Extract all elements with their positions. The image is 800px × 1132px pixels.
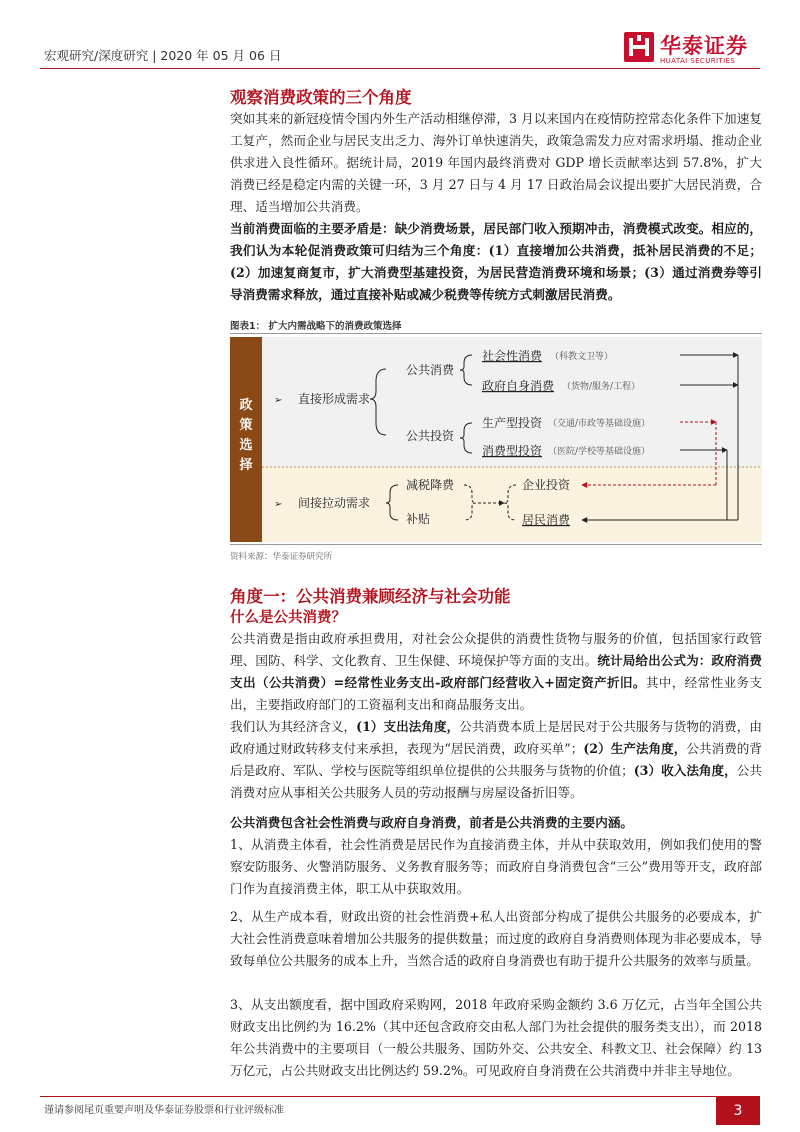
figure-label: 图表1：: [230, 321, 266, 332]
figure-top-rule: [230, 333, 762, 334]
definition-paragraph: [230, 628, 762, 716]
econ-expenditure: (1）支出法角度，: [356, 719, 460, 734]
definition-formula: 统计局给出公式为：政府消费支出（公共消费）=经常性业务支出-政府部门经营收入+固定资产折旧。: [230, 653, 763, 690]
tax-cut-label: 减税降费: [406, 478, 455, 492]
intro-paragraph: 突如其来的新冠疫情令国内外生产活动相继停滞，3 月以来国内在疫情防控常态化条件下加速复工复产，然而企业与居民支出乏力、海外订单快速消失，政策急需发力应对需求坍塌、推动企业供求进入良性循环。据统计局，2019 年国内最终消费对 GDP 增长贡献率达到 57.8%，扩大消费已经是稳定内需的关键一环，3 月 27 日与 4 月 17 日政治局会议提出要扩大居民消费，合理、适当增加公共消费。: [230, 111, 762, 214]
report-date: 2020 年 05 月 06 日: [160, 48, 282, 63]
footer-rule: [40, 1096, 760, 1097]
footer-disclaimer: 谨请参阅尾页重要声明及华泰证券股票和行业评级标准: [44, 1105, 284, 1116]
point-2-paragraph: 2、从生产成本看，财政出资的社会性消费+私人出资部分构成了提供公共服务的必要成本，扩大社会性消费意味着增加公共服务的提供数量；而过度的政府自身消费则体现为非必要成本，导致每单位公共服务的成本上升，当然合适的政府自身消费也有助于提升公共服务的效率与质量。: [230, 909, 762, 968]
econ-text-3: 公共消费的背后是政府、军队、学校与医院等组织单位提供的公共服务与货物的价值；: [230, 741, 762, 778]
side-label-4: 择: [239, 458, 253, 473]
page-number: 3: [716, 1097, 760, 1125]
gov-consumption-note: （货物/服务/工程）: [562, 382, 641, 392]
subsidy-label: 补贴: [406, 512, 431, 526]
brand-logo: [624, 30, 764, 72]
section-title: 观察消费政策的三个角度: [230, 88, 412, 107]
econ-text-4: 公共消费对应从事相关公共服务人员的劳动报酬与房屋设备折旧等。: [230, 763, 762, 800]
policy-diagram: [230, 337, 762, 542]
figure-bottom-rule: [230, 544, 762, 545]
bullet-icon: ➢: [274, 395, 283, 406]
inclusion-point-1: 1、从消费主体看，社会性消费是居民作为直接消费主体，并从中获取效用，例如我们使用的警察安防服务、火警消防服务、义务教育服务等；而政府自身消费包含“三公”费用等开支，政府部门作为直接消费主体，职工从中获取效用。: [230, 837, 762, 896]
figure-source: 资料来源：华泰证券研究所: [230, 552, 333, 562]
econ-production: (2）生产法角度，: [583, 741, 687, 756]
public-investment-label: 公共投资: [406, 429, 455, 443]
side-label-2: 策: [239, 418, 253, 433]
economic-meaning-paragraph: [230, 716, 762, 804]
gov-consumption-label: 政府自身消费: [482, 379, 555, 393]
angle-one-subtitle: 什么是公共消费？: [230, 609, 346, 626]
header-rule: [40, 68, 760, 69]
lower-main-label: 间接拉动需求: [298, 496, 371, 510]
enterprise-invest-label: 企业投资: [522, 478, 571, 492]
report-category: 宏观研究/深度研究: [44, 48, 149, 63]
consumption-invest-label: 消费型投资: [482, 444, 543, 458]
side-label-1: 政: [239, 398, 253, 413]
upper-main-label: 直接形成需求: [298, 392, 371, 406]
social-consumption-label: 社会性消费: [482, 349, 543, 363]
public-consumption-label: 公共消费: [406, 363, 455, 377]
econ-income: (3）收入法角度，: [633, 763, 737, 778]
resident-consumption-label: 居民消费: [522, 513, 571, 527]
angle-one-title: 角度一：公共消费兼顾经济与社会功能: [230, 587, 511, 606]
production-invest-note: （交通/市政等基础设施）: [548, 419, 651, 429]
consumption-invest-note: （医院/学校等基础设施）: [548, 447, 651, 457]
point-3-paragraph: 3、从支出额度看，据中国政府采购网，2018 年政府采购金额约 3.6 万亿元，占当年全国公共财政支出比例约为 16.2%（其中还包含政府交由私人部门为社会提供的服务类支出），而 2018 年公共消费中的主要项目（一般公共服务、国防外交、公共安全、科教文卫、社会保障）约 13 万亿元，占公共财政支出比例达约 59.2%。可见政府自身消费在公共消费中并非主导地位。: [230, 997, 762, 1078]
social-consumption-note: （科教文卫等）: [550, 352, 614, 362]
contradiction-paragraph: 当前消费面临的主要矛盾是：缺少消费场景，居民部门收入预期冲击，消费模式改变。相应的，我们认为本轮促消费政策可归结为三个角度：(1）直接增加公共消费，抵补居民消费的不足；(2）加速复商复市，扩大消费型基建投资，为居民营造消费环境和场景；(3）通过消费券等引导消费需求释放，通过直接补贴或减少税费等传统方式刺激居民消费。: [230, 221, 762, 302]
report-header: [44, 46, 281, 64]
econ-text-2: 公共消费本质上是居民对于公共服务与货物的消费，由政府通过财政转移支付来承担，表现为“居民消费，政府买单”；: [230, 719, 763, 756]
figure-caption: [230, 318, 401, 332]
logo-text-en: HUATAI SECURITIES: [660, 57, 736, 65]
econ-text-1: 我们认为其经济含义，: [230, 719, 357, 734]
bullet-icon-lower: ➢: [274, 499, 283, 510]
inclusion-bold: 公共消费包含社会性消费与政府自身消费，前者是公共消费的主要内涵。: [230, 815, 633, 830]
inclusion-paragraph: [230, 812, 762, 900]
figure-title: 扩大内需战略下的消费政策选择: [268, 321, 402, 332]
definition-text: 公共消费是指由政府承担费用，对社会公众提供的消费性货物与服务的价值，包括国家行政管理、国防、科学、文化教育、卫生保健、环境保护等方面的支出。: [230, 631, 762, 668]
definition-tail: 其中，经常性业务支出，主要指政府部门的工资福利支出和商品服务支出。: [230, 675, 763, 712]
header-separator: |: [152, 48, 161, 63]
production-invest-label: 生产型投资: [482, 416, 543, 430]
side-label-3: 选: [239, 438, 253, 453]
logo-text-cn: 华泰证券: [660, 34, 748, 58]
huatai-logo-icon: [624, 32, 654, 62]
